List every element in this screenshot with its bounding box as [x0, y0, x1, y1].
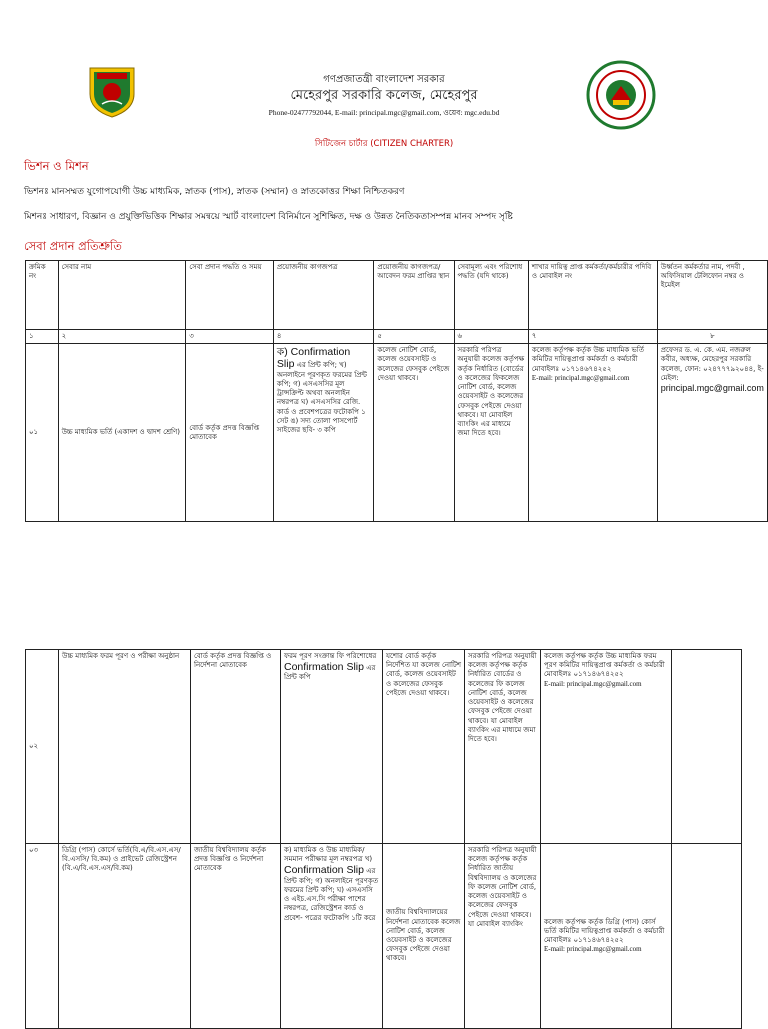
column-number-row [26, 330, 768, 344]
row-service: উচ্চ মাধ্যমিক ভর্তি (একাদশ ও দ্বাদশ শ্রেণি) [58, 344, 186, 522]
government-title: গণপ্রজাতন্ত্রী বাংলাদেশ সরকার [323, 74, 445, 85]
vision-text: ভিশনঃ মানসম্মত যুগোপযোগী উচ্চ মাধ্যমিক, স্নাতক (পাস), স্নাতক (সম্মান) ও স্নাতকোত্তর শিক্ষা নিশ্চিতকরণ [24, 187, 405, 197]
superior-email: principal.mgc@gmail.com [660, 383, 764, 394]
header-service-name: সেবার নাম [58, 261, 186, 330]
col-num: ৪ [273, 330, 373, 344]
col-num: ১ [26, 330, 59, 344]
col-num: ৫ [374, 330, 454, 344]
college-contact: Phone-02477792044, E-mail: principal.mgc@gmail.com, ওয়েব: mgc.edu.bd [268, 108, 500, 117]
confirmation-slip-text: Confirmation Slip [284, 864, 364, 877]
row-fee: সরকারি পরিপত্র অনুযায়ী কলেজ কর্তৃপক্ষ কর্তৃক নির্ধারিত বোর্ডের ও কলেজের ফি কলেজ নোটিশ বোর্ড, কলেজ ওয়েবসাইট ও কলেজের ফেসবুক পেইজে দেওয়া থাকবে। যা মোবাইল ব্যাংকিং এর মাধ্যমে জমা দিতে হবে। [465, 650, 541, 844]
table-header-row [26, 261, 768, 330]
row-officer [541, 650, 672, 844]
row-serial: ০৩ [26, 844, 59, 1029]
officer-email: E-mail: principal.mgc@gmail.com [544, 679, 642, 688]
citizen-charter-heading: সিটিজেন চার্টার (CITIZEN CHARTER) [314, 139, 454, 149]
confirmation-slip-text: ক) Confirmation Slip [276, 346, 351, 371]
header-method: সেবা প্রদান পদ্ধতি ও সময় [186, 261, 274, 330]
documents-pre-text: ক) মাধ্যমিক ও উচ্চ মাধ্যমিক/সমমান পরীক্ষার মূল নম্বরপত্র খ) [284, 846, 373, 864]
table-row [26, 344, 768, 522]
documents-text: এর প্রিন্ট কপি [284, 664, 376, 682]
mission-text: মিশনঃ সাধারণ, বিজ্ঞান ও প্রযুক্তিভিত্তিক শিক্ষার সমন্বয়ে স্মার্ট বাংলাদেশ বিনির্মানে সুশিক্ষিত, দক্ষ ও উন্নত নৈতিকতাসম্পন্ন মানব সম্পদ সৃষ্টি [24, 212, 513, 222]
officer-email: E-mail: principal.mgc@gmail.com [544, 945, 642, 954]
college-name: মেহেরপুর সরকারি কলেজ, মেহেরপুর [290, 88, 478, 103]
row-method: জাতীয় বিশ্ববিদ্যালয় কর্তৃক প্রদত্ত বিজ্ঞপ্তি ও নির্দেশনা মোতাবেক [191, 844, 281, 1029]
row-superior [672, 650, 742, 844]
officer-text: কলেজ কর্তৃপক্ষ কর্তৃক উচ্চ মাধ্যমিক ভর্তি কমিটির দায়িত্বপ্রাপ্ত কর্মকর্তা ও কর্মচারী মোবাইলঃ ০১৭১৪৬৭৪২৫২ [531, 346, 644, 373]
row-documents [281, 844, 383, 1029]
documents-text: এর প্রিন্ট কপি; খ) অনলাইনে পূরণকৃত ফরমের প্রিন্ট কপি; গ) এসএসসির মূল ট্রান্সক্রিপ্ট অথবা অনলাইন নম্বরপত্র ঘ) এসএসসির রেজি. কার্ড ও প্রবেশপত্রের ফটোকপি ১ সেট ঙ) সদ্য তোলা পাসপোর্ট সাইজের ছবি- ৩ কপি [276, 361, 367, 435]
row-service: ডিগ্রি (পাস) কোর্সে ভর্তি(বি.এ/বি.এস.এস/বি.এসসি/ বি.কম) ও প্রাইভেট রেজিস্ট্রেশন (বি.এ/বি.এস.এস/বি.কম) [59, 844, 191, 1029]
row-documents [273, 344, 373, 522]
header-serial: ক্রমিক নং [26, 261, 59, 330]
row-superior [672, 844, 742, 1029]
row-place: কলেজ নোটিশ বোর্ড, কলেজ ওয়েবসাইট ও কলেজের ফেসবুক পেইজে দেওয়া থাকবে। [374, 344, 454, 522]
documents-pre-text: ফরম পূরণ সংক্রান্ত ফি পরিশোধের [284, 652, 377, 660]
row-superior [657, 344, 767, 522]
row-method: বোর্ড কর্তৃক প্রদত্ত বিজ্ঞপ্তি ও নির্দেশনা মোতাবেক [191, 650, 281, 844]
header-superior: উর্ধ্বতন কর্মকর্তার নাম, পদবী , অফিসিয়াল টেলিফোন নম্বর ও ইমেইল [657, 261, 767, 330]
col-num: ৭ [528, 330, 657, 344]
row-officer [541, 844, 672, 1029]
col-num: ৬ [454, 330, 528, 344]
row-serial: ০২ [26, 650, 59, 844]
table-row [26, 844, 742, 1029]
row-service: উচ্চ মাধ্যমিক ফরম পূরণ ও পরীক্ষা অনুষ্ঠান [59, 650, 191, 844]
confirmation-slip-text: Confirmation Slip [284, 661, 364, 674]
row-fee: সরকারি পরিপত্র অনুযায়ী কলেজ কর্তৃপক্ষ কর্তৃক নির্ধারিত জাতীয় বিশ্ববিদ্যালয় ও কলেজের ফি কলেজ নোটিশ বোর্ড, কলেজ ওয়েবসাইট ও কলেজের ফেসবুক পেইজে দেওয়া থাকবে। যা মোবাইল ব্যাংকিং [465, 844, 541, 1029]
row-method: বোর্ড কর্তৃক প্রদত্ত বিজ্ঞপ্তি মোতাবেক [186, 344, 274, 522]
officer-text: কলেজ কর্তৃপক্ষ কর্তৃক উচ্চ মাধ্যমিক ফরম পূরণ কমিটির দায়িত্বপ্রাপ্ত কর্মকর্তা ও কর্মচারী মোবাইলঃ ০১৭১৪৬৭৪২৫২ [544, 652, 665, 679]
col-num: ৩ [186, 330, 274, 344]
row-officer [528, 344, 657, 522]
service-table-part-1 [25, 260, 768, 522]
header-document-source: প্রয়োজনীয় কাগজপত্র/আবেদন ফরম প্রাপ্তির স্থান [374, 261, 454, 330]
officer-text: কলেজ কর্তৃপক্ষ কর্তৃক ডিগ্রি (পাস) কোর্স ভর্তি কমিটির দায়িত্বপ্রাপ্ত কর্মকর্তা ও কর্মচারী মোবাইলঃ ০১৭১৪৬৭৪২৫২ [544, 917, 665, 944]
service-table-part-2 [25, 649, 742, 1029]
row-place: জাতীয় বিশ্ববিদ্যালয়ের নির্দেশনা মোতাবেক কলেজ নোটিশ বোর্ড, কলেজ ওয়েবসাইট ও কলেজের ফেসবুক পেইজে দেওয়া থাকবে। [383, 844, 465, 1029]
row-fee: সরকারি পরিপত্র অনুযায়ী কলেজ কর্তৃপক্ষ কর্তৃক নির্ধারিত (বোর্ডের ও কলেজের ফিকলেজ নোটিশ বোর্ড, কলেজ ওয়েবসাইট ও কলেজের ফেসবুক পেইজে দেওয়া থাকবে। যা মোবাইল ব্যাংকিং এর মাধ্যমে জমা দিতে হবে। [454, 344, 528, 522]
row-serial: ০১ [26, 344, 59, 522]
header-documents: প্রয়োজনীয় কাগজপত্র [273, 261, 373, 330]
header-fee: সেবামূল্য এবং পরিশোধ পদ্ধতি (যদি থাকে) [454, 261, 528, 330]
row-place: যশোর বোর্ড কর্তৃক নির্দেশিত যা কলেজ নোটিশ বোর্ড, কলেজ ওয়েবসাইট ও কলেজের ফেসবুক পেইজে দেওয়া থাকবে। [383, 650, 465, 844]
col-num: ৮ [657, 330, 767, 344]
row-documents [281, 650, 383, 844]
vision-mission-title: ভিশন ও মিশন [24, 159, 89, 173]
documents-text: এর প্রিন্ট কপি; গ) অনলাইনে পূরণকৃত ফরমের প্রিন্ট কপি; ঘ) এসএসসি ও এইচ.এস.সি পরীক্ষা পাশের নম্বরপত্র, রেজিস্ট্রেশন কার্ড ও প্রবেশ- পত্রের ফটোকপি ১টি করে [284, 867, 379, 922]
table-row [26, 650, 742, 844]
superior-text: প্রফেসর ড. এ. কে. এম. নজরুল কবীর, অধ্যক্ষ, মেহেরপুর সরকারি কলেজ, ফোন: ০২৪৭৭৭৯২০৪৪, ই-মেইল: [660, 346, 764, 382]
col-num: ২ [58, 330, 186, 344]
officer-email: E-mail: principal.mgc@gmail.com [531, 373, 630, 382]
header-officer: শাখার দায়িত্ব প্রাপ্ত কর্মকর্তা/কর্মচারীর পদিবি ও মোবাইল নং [528, 261, 657, 330]
service-commitment-title: সেবা প্রদান প্রতিশ্রুতি [24, 239, 122, 253]
